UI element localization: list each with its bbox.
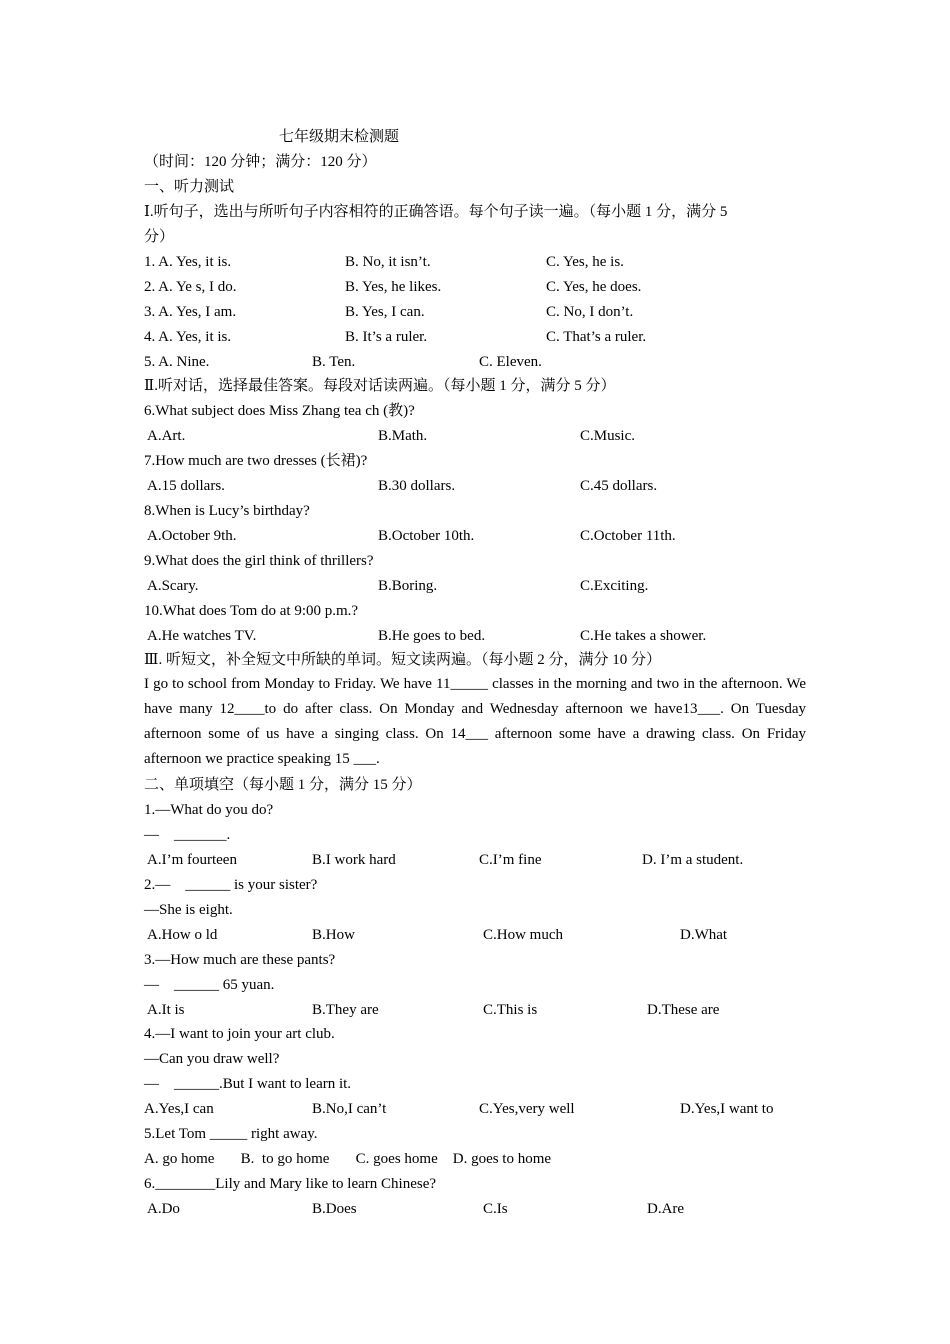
p2-q6-option-d: D.Are: [647, 1201, 685, 1217]
p2-q1-option-d: D. I’m a student.: [642, 852, 744, 868]
q8-option-b: B.October 10th.: [378, 528, 475, 544]
q3-option-a: 3. A. Yes, I am.: [144, 304, 237, 320]
p2-q4-line3: — ______.But I want to learn it.: [144, 1076, 352, 1092]
part1-heading: 一、听力测试: [144, 179, 235, 195]
q2-option-a: 2. A. Ye s, I do.: [144, 279, 237, 295]
p2-q4-stem: 4.—I want to join your art club.: [144, 1026, 335, 1042]
sec3-instruction: Ⅲ. 听短文，补全短文中所缺的单词。短文读两遍。（每小题 2 分，满分 10 分）: [144, 652, 661, 668]
passage-text: afternoon some have a drawing class. On Friday afternoon we practice speaking 15: [144, 726, 807, 767]
part2-heading: 二、单项填空（每小题 1 分，满分 15 分）: [144, 777, 422, 793]
q9-option-b: B.Boring.: [378, 578, 438, 594]
q1-option-a: 1. A. Yes, it is.: [144, 254, 232, 270]
blank-15: ___: [353, 751, 376, 767]
exam-info: （时间：120 分钟；满分：120 分）: [144, 154, 377, 170]
p2-q5-options: A. go home B. to go home C. goes home D. goes to home: [144, 1151, 552, 1167]
passage-text: classes in the morning and two in the afternoon. We have many 12: [144, 676, 806, 717]
q9-stem: 9.What does the girl think of thrillers?: [144, 553, 374, 569]
p2-q5-stem: 5.Let Tom _____ right away.: [144, 1126, 318, 1142]
q10-option-b: B.He goes to bed.: [378, 628, 486, 644]
answer-dash: —: [144, 827, 174, 843]
blank-13: ___: [697, 701, 721, 717]
p2-q6-stem: 6.________Lily and Mary like to learn Chinese?: [144, 1176, 437, 1192]
p2-q3-option-b: B.They are: [312, 1002, 379, 1018]
q7-option-c: C.45 dollars.: [580, 478, 658, 494]
p2-q3-option-a: A.It is: [147, 1002, 185, 1018]
answer-blank: _______.: [174, 827, 231, 843]
q10-option-a: A.He watches TV.: [147, 628, 257, 644]
q7-option-a: A.15 dollars.: [147, 478, 225, 494]
q2-option-c: C. Yes, he does.: [546, 279, 642, 295]
p2-q2-option-d: D.What: [680, 927, 728, 943]
passage-text: I go to school from Monday to Friday. We have 11: [144, 676, 451, 692]
p2-q3-stem: 3.—How much are these pants?: [144, 952, 336, 968]
p2-q4-option-a: A.Yes,I can: [144, 1101, 214, 1117]
q10-option-c: C.He takes a shower.: [580, 628, 707, 644]
q1-option-c: C. Yes, he is.: [546, 254, 624, 270]
q2-option-b: B. Yes, he likes.: [345, 279, 442, 295]
q5-option-b: B. Ten.: [312, 354, 356, 370]
p2-q1-option-b: B.I work hard: [312, 852, 396, 868]
q9-option-a: A.Scary.: [147, 578, 199, 594]
q7-option-b: B.30 dollars.: [378, 478, 456, 494]
p2-q3-option-c: C.This is: [483, 1002, 538, 1018]
passage-text: . On Tuesday afternoon some of us have a singing class. On 14: [144, 701, 807, 742]
p2-q3-line2: — ______ 65 yuan.: [144, 977, 275, 993]
q10-stem: 10.What does Tom do at 9:00 p.m.?: [144, 603, 359, 619]
passage-text: .: [376, 751, 380, 767]
q6-option-a: A.Art.: [147, 428, 186, 444]
cloze-passage: [144, 672, 806, 772]
q7-stem: 7.How much are two dresses (长裙)?: [144, 453, 368, 469]
blank-12: ____: [234, 701, 265, 717]
sec1-instruction-cont: 分）: [144, 229, 175, 245]
p2-q2-option-a: A.How o ld: [147, 927, 218, 943]
q5-option-a: 5. A. Nine.: [144, 354, 210, 370]
p2-q2-line2: —She is eight.: [144, 902, 233, 918]
p2-q2-stem: 2.— ______ is your sister?: [144, 877, 318, 893]
q8-option-a: A.October 9th.: [147, 528, 237, 544]
blank-14: ___: [465, 726, 488, 742]
p2-q6-option-c: C.Is: [483, 1201, 508, 1217]
q3-option-c: C. No, I don’t.: [546, 304, 634, 320]
q6-option-c: C.Music.: [580, 428, 636, 444]
q9-option-c: C.Exciting.: [580, 578, 649, 594]
q4-option-b: B. It’s a ruler.: [345, 329, 428, 345]
passage-text: to do after class. On Monday and Wednesday afternoon we have13: [264, 701, 698, 717]
p2-q1-stem: 1.—What do you do?: [144, 802, 274, 818]
p2-q2-option-b: B.How: [312, 927, 355, 943]
p2-q3-option-d: D.These are: [647, 1002, 720, 1018]
page-title: 七年级期末检测题: [279, 129, 400, 145]
sec1-instruction: Ⅰ.听句子，选出与所听句子内容相符的正确答语。每个句子读一遍。（每小题 1 分，满分 5: [144, 204, 728, 220]
q6-stem: 6.What subject does Miss Zhang tea ch (教)?: [144, 403, 415, 419]
p2-q2-option-c: C.How much: [483, 927, 563, 943]
blank-11: _____: [450, 676, 488, 692]
q5-option-c: C. Eleven.: [479, 354, 542, 370]
p2-q1-option-a: A.I’m fourteen: [147, 852, 237, 868]
q4-option-a: 4. A. Yes, it is.: [144, 329, 232, 345]
p2-q4-option-b: B.No,I can’t: [312, 1101, 387, 1117]
p2-q1-option-c: C.I’m fine: [479, 852, 542, 868]
q3-option-b: B. Yes, I can.: [345, 304, 425, 320]
p2-q4-option-d: D.Yes,I want to: [680, 1101, 774, 1117]
p2-q4-line2: —Can you draw well?: [144, 1051, 280, 1067]
q6-option-b: B.Math.: [378, 428, 428, 444]
p2-q1-answer-line: [144, 826, 230, 844]
q8-option-c: C.October 11th.: [580, 528, 676, 544]
q4-option-c: C. That’s a ruler.: [546, 329, 647, 345]
sec2-instruction: Ⅱ.听对话，选择最佳答案。每段对话读两遍。（每小题 1 分，满分 5 分）: [144, 378, 616, 394]
p2-q4-option-c: C.Yes,very well: [479, 1101, 575, 1117]
q1-option-b: B. No, it isn’t.: [345, 254, 431, 270]
p2-q6-option-b: B.Does: [312, 1201, 357, 1217]
q8-stem: 8.When is Lucy’s birthday?: [144, 503, 310, 519]
p2-q6-option-a: A.Do: [147, 1201, 180, 1217]
